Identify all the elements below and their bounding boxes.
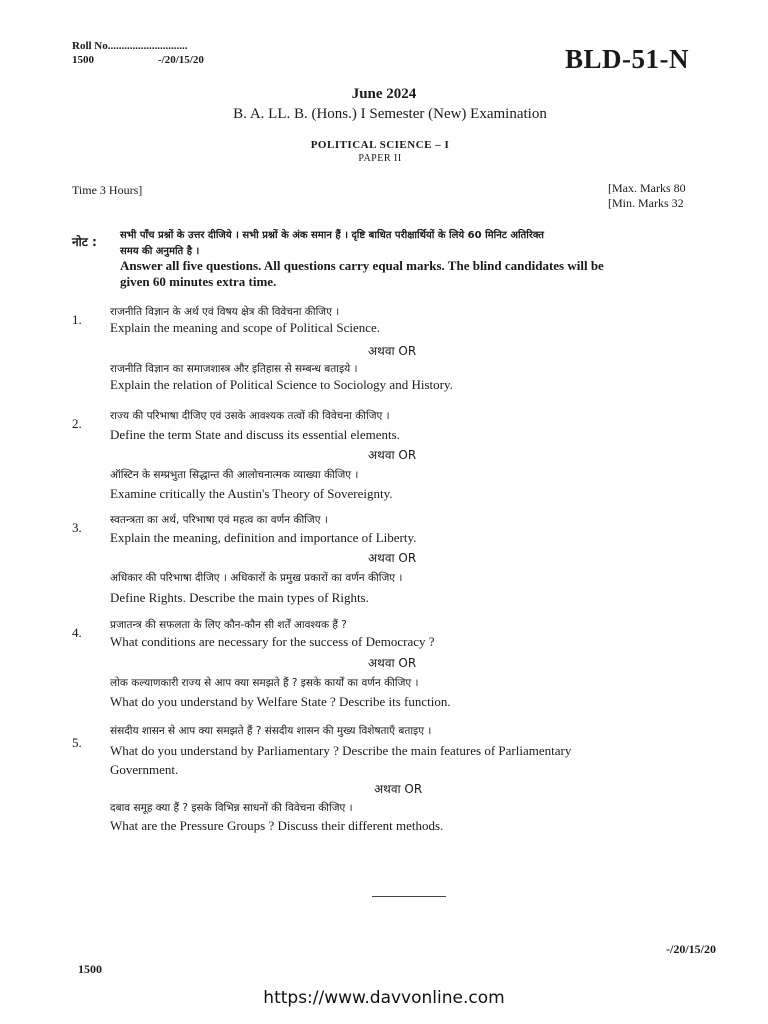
question-hindi: ऑस्टिन के सम्प्रभुता सिद्धान्त की आलोचनात्मक व्याख्या कीजिए । (110, 469, 359, 481)
paper-code: BLD-51-N (565, 44, 689, 74)
question-english: Define the term State and discuss its essential elements. (110, 427, 400, 442)
or-divider: अथवा OR (368, 448, 417, 462)
question-hindi: प्रजातन्त्र की सफलता के लिए कौन-कौन सी शर्तें आवश्यक हैं ? (110, 619, 347, 631)
note-label: नोट : (72, 235, 97, 249)
series-code: -/20/15/20 (158, 54, 204, 66)
exam-date: June 2024 (351, 86, 417, 102)
question-number: 4. (72, 625, 82, 640)
min-marks: [Min. Marks 32 (608, 196, 684, 210)
roll-number-label: Roll No............................. (72, 40, 188, 52)
question-english: What are the Pressure Groups ? Discuss their different methods. (110, 818, 444, 833)
paper-number: PAPER II (358, 153, 402, 164)
question-english: What conditions are necessary for the success of Democracy ? (110, 634, 435, 649)
or-divider: अथवा OR (368, 551, 417, 565)
question-english: What do you understand by Parliamentary ? Describe the main features of Parliamentary (110, 743, 572, 758)
subject-title: POLITICAL SCIENCE – I (310, 139, 450, 151)
question-english: Explain the meaning and scope of Political Science. (110, 320, 381, 335)
question-hindi: राजनीति विज्ञान का समाजशास्त्र और इतिहास से सम्बन्ध बताइये । (110, 363, 358, 375)
note-english-line: given 60 minutes extra time. (120, 274, 277, 289)
footer-series-code: -/20/15/20 (666, 942, 716, 956)
question-hindi: स्वतन्त्रता का अर्थ, परिभाषा एवं महत्व का वर्णन कीजिए । (110, 514, 328, 526)
question-english: What do you understand by Welfare State ? Describe its function. (110, 694, 451, 709)
or-divider: अथवा OR (368, 344, 417, 358)
end-separator (372, 896, 446, 897)
question-english: Explain the meaning, definition and importance of Liberty. (110, 530, 417, 545)
exam-name: B. A. LL. B. (Hons.) I Semester (New) Examination (233, 106, 547, 122)
question-hindi: राज्य की परिभाषा दीजिए एवं उसके आवश्यक तत्वों की विवेचना कीजिए । (110, 410, 390, 422)
question-number: 3. (72, 520, 82, 535)
question-hindi: दबाव समूह क्या हैं ? इसके विभिन्न साधनों की विवेचना कीजिए । (110, 802, 353, 814)
footer-copies-count: 1500 (78, 962, 102, 976)
question-english: Define Rights. Describe the main types of Rights. (110, 590, 369, 605)
question-english: Examine critically the Austin's Theory of Sovereignty. (110, 486, 393, 501)
or-divider: अथवा OR (374, 782, 423, 796)
time-allowed: Time 3 Hours] (72, 183, 143, 197)
question-english: Government. (110, 762, 179, 777)
copies-count: 1500 (72, 54, 94, 66)
question-hindi: लोक कल्याणकारी राज्य से आप क्या समझते हैं ? इसके कार्यों का वर्णन कीजिए । (110, 677, 419, 689)
note-hindi-line: सभी पाँच प्रश्नों के उत्तर दीजिये । सभी प्रश्नों के अंक समान हैं । दृष्टि बाधित परीक्षार्थियों के लिये 60 मिनिट अतिरिक्त (120, 230, 544, 241)
or-divider: अथवा OR (368, 656, 417, 670)
question-english: Explain the relation of Political Science to Sociology and History. (110, 377, 453, 392)
question-hindi: संसदीय शासन से आप क्या समझते हैं ? संसदीय शासन की मुख्य विशेषताएँ बताइए । (110, 725, 432, 737)
question-number: 1. (72, 312, 82, 327)
question-hindi: अधिकार की परिभाषा दीजिए । अधिकारों के प्रमुख प्रकारों का वर्णन कीजिए । (110, 572, 403, 584)
note-english-line: Answer all five questions. All questions carry equal marks. The blind candidates will be (120, 258, 604, 273)
question-number: 2. (72, 416, 82, 431)
question-hindi: राजनीति विज्ञान के अर्थ एवं विषय क्षेत्र की विवेचना कीजिए । (110, 306, 340, 318)
note-hindi-line: समय की अनुमति है । (120, 246, 200, 257)
question-number: 5. (72, 735, 82, 750)
max-marks: [Max. Marks 80 (608, 181, 686, 195)
website-url[interactable]: https://www.davvonline.com (263, 988, 505, 1008)
